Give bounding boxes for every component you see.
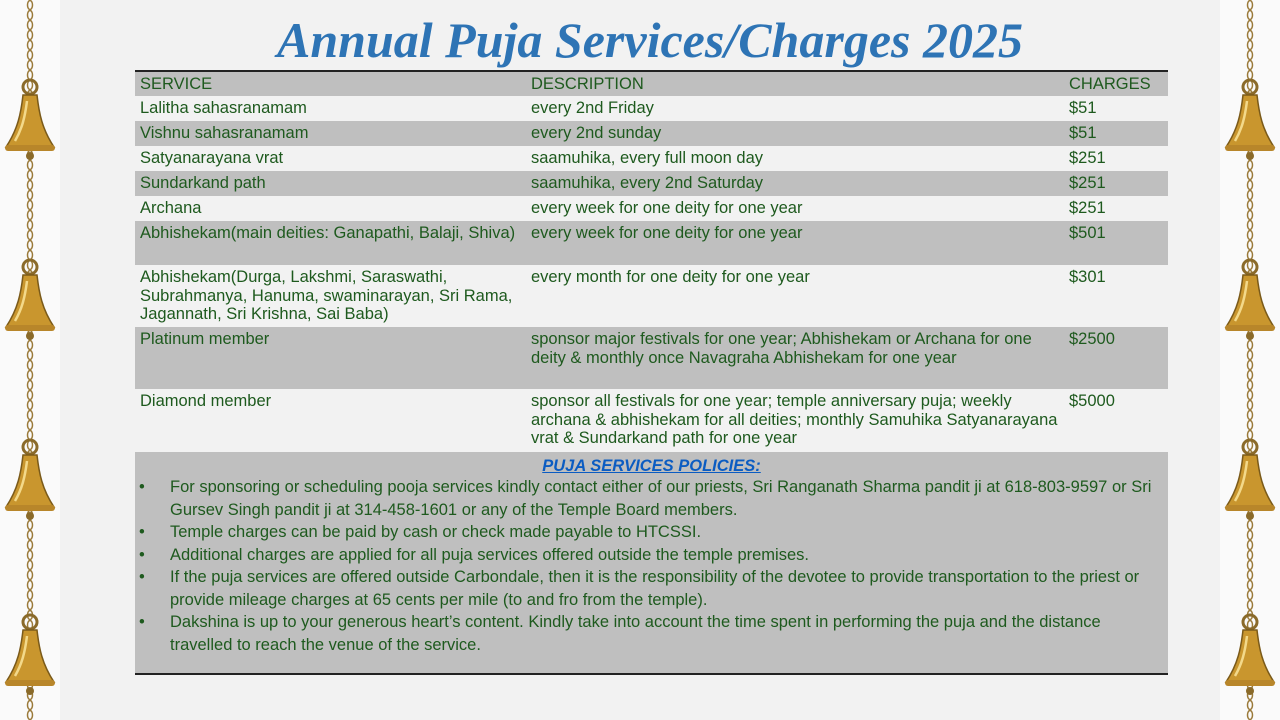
policy-text: If the puja services are offered outside Carbondale, then it is the responsibility of the devotee to provide transportation to the priest or provide mileage charges at 65 cents per mile (to and fro from the temple). — [170, 568, 1140, 609]
description-cell: every week for one deity for one year — [531, 224, 803, 242]
chain-link — [28, 251, 33, 260]
chain-link — [1248, 561, 1253, 570]
bell-icon — [1225, 80, 1275, 160]
service-cell: Diamond member — [140, 392, 272, 410]
service-cell: Satyanarayana vrat — [140, 149, 284, 167]
service-cell: Archana — [140, 199, 202, 217]
chain-link — [28, 231, 33, 240]
chain-link — [1248, 421, 1253, 430]
charge-cell: $251 — [1069, 149, 1106, 167]
description-cell: saamuhika, every full moon day — [531, 149, 764, 167]
chain-link — [28, 591, 33, 600]
description-cell: every week for one deity for one year — [531, 199, 803, 217]
bullet-icon: • — [139, 478, 145, 496]
chain-link — [1248, 191, 1253, 200]
list-item — [135, 521, 1168, 544]
chain-link — [28, 381, 33, 390]
charge-cell: $251 — [1069, 174, 1106, 192]
chain-link — [1248, 341, 1253, 350]
policy-text: Dakshina is up to your generous heart’s content. Kindly take into account the time spent in performing the puja and the distance travelled to reach the venue of the service. — [170, 613, 1101, 654]
charge-cell: $51 — [1069, 124, 1097, 142]
chain-link — [28, 441, 33, 450]
bell-icon — [5, 80, 55, 160]
description-cell: every month for one deity for one year — [531, 268, 810, 286]
chain-link — [28, 411, 33, 420]
bell-icon — [5, 260, 55, 340]
column-header-charges: CHARGES — [1069, 74, 1151, 93]
table-row — [135, 121, 1168, 146]
policies-list — [135, 476, 1168, 656]
service-cell: Abhishekam(main deities: Ganapathi, Balaji, Shiva) — [140, 224, 516, 242]
chain-link — [28, 551, 33, 560]
chain-link — [28, 171, 33, 180]
chain-link — [28, 431, 33, 440]
chain-link — [1248, 711, 1253, 720]
description-cell: sponsor major festivals for one year; Abhishekam or Archana for one deity & monthly once Navagraha Abhishekam for one year — [531, 330, 1032, 367]
list-item — [135, 544, 1168, 567]
description-cell: saamuhika, every 2nd Saturday — [531, 174, 764, 192]
description-cell: every 2nd sunday — [531, 124, 662, 142]
table-row — [135, 327, 1168, 389]
services-table — [135, 70, 1168, 451]
chain-link — [1248, 391, 1253, 400]
chain-link — [1248, 531, 1253, 540]
chain-link — [28, 81, 33, 90]
chain-link — [1248, 171, 1253, 180]
chain-link — [1248, 181, 1253, 190]
chain-link — [28, 401, 33, 410]
chain-link — [1248, 161, 1253, 170]
chain-link — [1248, 521, 1253, 530]
chain-link — [28, 221, 33, 230]
service-cell: Abhishekam(Durga, Lakshmi, Saraswathi, Subrahmanya, Hanuma, swaminarayan, Sri Rama, Jagannath, Sri Krishna, Sai Baba) — [140, 268, 513, 323]
chain-link — [28, 211, 33, 220]
chain-link — [1248, 201, 1253, 210]
chain-link — [1248, 701, 1253, 710]
table-row — [135, 196, 1168, 221]
chain-link — [28, 361, 33, 370]
hanging-bell-chain-icon — [1220, 0, 1280, 720]
chain-link — [28, 541, 33, 550]
service-cell: Platinum member — [140, 330, 270, 348]
chain-link — [1248, 261, 1253, 270]
chain-link — [1248, 571, 1253, 580]
chain-link — [28, 561, 33, 570]
bell-icon — [1225, 615, 1275, 695]
column-header-service: SERVICE — [140, 74, 213, 93]
table-row — [135, 389, 1168, 451]
chain-link — [1248, 581, 1253, 590]
table-row — [135, 265, 1168, 327]
bullet-icon: • — [139, 568, 145, 586]
service-cell: Sundarkand path — [140, 174, 266, 192]
table-row — [135, 171, 1168, 196]
chain-link — [28, 181, 33, 190]
chain-link — [1248, 411, 1253, 420]
chain-link — [1248, 441, 1253, 450]
chain-link — [1248, 551, 1253, 560]
chain-link — [28, 571, 33, 580]
table-header-row — [135, 72, 1168, 96]
chain-link — [28, 371, 33, 380]
list-item — [135, 611, 1168, 656]
chain-link — [1248, 231, 1253, 240]
chain-link — [1248, 351, 1253, 360]
chain-link — [28, 261, 33, 270]
description-cell: every 2nd Friday — [531, 99, 654, 117]
right-bell-decoration — [1220, 0, 1280, 720]
table-row — [135, 96, 1168, 121]
chain-link — [28, 701, 33, 710]
chain-link — [28, 241, 33, 250]
service-cell: Vishnu sahasranamam — [140, 124, 309, 142]
bell-icon — [5, 440, 55, 520]
policies-section — [135, 452, 1168, 675]
description-cell: sponsor all festivals for one year; temple anniversary puja; weekly archana & abhishekam for all deities; monthly Samuhika Satyanarayana vrat & Sundarkand path for one year — [531, 392, 1058, 447]
chain-link — [1248, 401, 1253, 410]
bell-icon — [1225, 260, 1275, 340]
table-row — [135, 146, 1168, 171]
chain-link — [28, 601, 33, 610]
charge-cell: $301 — [1069, 268, 1106, 286]
policy-text: Additional charges are applied for all puja services offered outside the temple premises. — [170, 545, 809, 564]
table-row — [135, 221, 1168, 265]
chain-link — [1248, 381, 1253, 390]
chain-link — [1248, 371, 1253, 380]
service-cell: Lalitha sahasranamam — [140, 99, 307, 117]
chain-link — [28, 351, 33, 360]
chain-link — [28, 201, 33, 210]
policy-text: For sponsoring or scheduling pooja services kindly contact either of our priests, Sri Ranganath Sharma pandit ji at 618-803-9597 or Sri Gursev Singh pandit ji at 314-458-1601 or any of the Temple Board members. — [170, 478, 1152, 519]
chain-link — [1248, 211, 1253, 220]
bell-icon — [1225, 440, 1275, 520]
chain-link — [28, 1, 33, 10]
chain-link — [1248, 81, 1253, 90]
bullet-icon: • — [139, 545, 145, 564]
chain-link — [1248, 221, 1253, 230]
chain-link — [28, 531, 33, 540]
chain-link — [1248, 361, 1253, 370]
chain-link — [28, 161, 33, 170]
chain-link — [1248, 71, 1253, 80]
chain-link — [28, 521, 33, 530]
column-header-description: DESCRIPTION — [531, 74, 644, 93]
charge-cell: $5000 — [1069, 392, 1115, 410]
policies-heading: PUJA SERVICES POLICIES: — [542, 457, 761, 475]
charge-cell: $501 — [1069, 224, 1106, 242]
chain-link — [28, 711, 33, 720]
chain-link — [1248, 601, 1253, 610]
hanging-bell-chain-icon — [0, 0, 60, 720]
chain-link — [1248, 591, 1253, 600]
chain-link — [28, 191, 33, 200]
chain-link — [28, 341, 33, 350]
chain-link — [28, 71, 33, 80]
chain-link — [1248, 1, 1253, 10]
bell-icon — [5, 615, 55, 695]
list-item — [135, 476, 1168, 521]
charge-cell: $2500 — [1069, 330, 1115, 348]
charge-cell: $51 — [1069, 99, 1097, 117]
chain-link — [1248, 431, 1253, 440]
bullet-icon: • — [139, 523, 145, 541]
charge-cell: $251 — [1069, 199, 1106, 217]
policy-text: Temple charges can be paid by cash or check made payable to HTCSSI. — [170, 523, 702, 541]
left-bell-decoration — [0, 0, 60, 720]
chain-link — [1248, 251, 1253, 260]
chain-link — [1248, 541, 1253, 550]
chain-link — [28, 391, 33, 400]
chain-link — [28, 421, 33, 430]
page-title: Annual Puja Services/Charges 2025 — [277, 12, 1023, 68]
chain-link — [1248, 241, 1253, 250]
list-item — [135, 566, 1168, 611]
bullet-icon: • — [139, 613, 145, 631]
chain-link — [28, 581, 33, 590]
